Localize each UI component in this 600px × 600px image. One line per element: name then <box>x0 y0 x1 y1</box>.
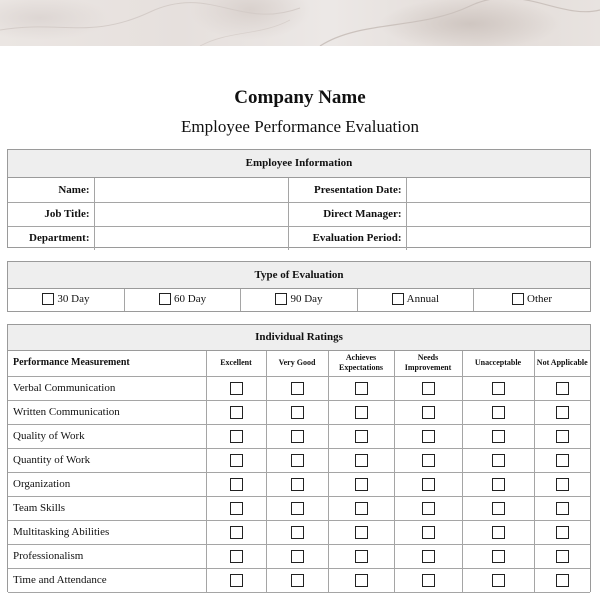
rating-cell-needs-improvement <box>394 424 462 448</box>
rating-cell-needs-improvement <box>394 376 462 400</box>
table-row <box>8 520 590 544</box>
info-row <box>8 226 590 250</box>
rating-cell-excellent <box>206 472 266 496</box>
checkbox-needs-improvement[interactable] <box>422 478 435 491</box>
checkbox-achieves-expectations[interactable] <box>355 454 368 467</box>
option-annual <box>357 289 473 311</box>
measurement-label: Verbal Communication <box>8 376 206 400</box>
rating-cell-unacceptable <box>462 544 534 568</box>
measurement-label: Written Communication <box>8 400 206 424</box>
checkbox-not-applicable[interactable] <box>556 574 569 587</box>
option-label: 90 Day <box>290 292 323 305</box>
evaluation-period-label: Evaluation Period: <box>288 226 406 250</box>
rating-cell-very-good <box>266 568 328 592</box>
info-row <box>8 202 590 226</box>
rating-cell-unacceptable <box>462 376 534 400</box>
table-row <box>8 448 590 472</box>
checkbox-unacceptable[interactable] <box>492 454 505 467</box>
checkbox-needs-improvement[interactable] <box>422 430 435 443</box>
rating-cell-achieves-expectations <box>328 568 394 592</box>
measurement-label: Professionalism <box>8 544 206 568</box>
checkbox-very-good[interactable] <box>291 574 304 587</box>
checkbox-very-good[interactable] <box>291 526 304 539</box>
checkbox-achieves-expectations[interactable] <box>355 550 368 563</box>
rating-cell-needs-improvement <box>394 448 462 472</box>
individual-ratings-header: Individual Ratings <box>8 325 590 351</box>
checkbox-very-good[interactable] <box>291 406 304 419</box>
column-needs-improvement: Needs Improvement <box>394 351 462 376</box>
measurement-label: Quality of Work <box>8 424 206 448</box>
job-title-label: Job Title: <box>8 202 94 226</box>
rating-cell-needs-improvement <box>394 520 462 544</box>
table-row <box>8 400 590 424</box>
rating-cell-achieves-expectations <box>328 448 394 472</box>
checkbox-excellent[interactable] <box>230 406 243 419</box>
rating-cell-achieves-expectations <box>328 424 394 448</box>
table-row <box>8 376 590 400</box>
rating-cell-not-applicable <box>534 544 590 568</box>
rating-cell-unacceptable <box>462 568 534 592</box>
option-other <box>474 289 590 311</box>
checkbox-achieves-expectations[interactable] <box>355 574 368 587</box>
checkbox-unacceptable[interactable] <box>492 550 505 563</box>
checkbox-not-applicable[interactable] <box>556 478 569 491</box>
job-title-field[interactable] <box>94 202 288 226</box>
checkbox-excellent[interactable] <box>230 454 243 467</box>
form-title: Employee Performance Evaluation <box>181 117 419 136</box>
rating-cell-very-good <box>266 520 328 544</box>
rating-cell-very-good <box>266 400 328 424</box>
checkbox-needs-improvement[interactable] <box>422 454 435 467</box>
rating-cell-unacceptable <box>462 496 534 520</box>
rating-cell-very-good <box>266 496 328 520</box>
rating-cell-excellent <box>206 496 266 520</box>
direct-manager-field[interactable] <box>406 202 590 226</box>
checkbox-very-good[interactable] <box>291 454 304 467</box>
checkbox-not-applicable[interactable] <box>556 430 569 443</box>
checkbox-achieves-expectations[interactable] <box>355 430 368 443</box>
measurement-label: Quantity of Work <box>8 448 206 472</box>
measurement-label: Organization <box>8 472 206 496</box>
checkbox-very-good[interactable] <box>291 478 304 491</box>
table-row <box>8 568 590 592</box>
option-label: Other <box>527 292 553 305</box>
table-row <box>8 424 590 448</box>
column-unacceptable: Unacceptable <box>462 351 534 376</box>
ratings-table <box>8 351 590 593</box>
table-row <box>8 544 590 568</box>
checkbox-unacceptable[interactable] <box>492 574 505 587</box>
rating-cell-very-good <box>266 472 328 496</box>
checkbox-achieves-expectations[interactable] <box>355 406 368 419</box>
rating-cell-needs-improvement <box>394 496 462 520</box>
checkbox-needs-improvement[interactable] <box>422 502 435 515</box>
employee-information-section <box>7 149 591 248</box>
checkbox-not-applicable[interactable] <box>556 550 569 563</box>
checkbox-very-good[interactable] <box>291 382 304 395</box>
checkbox-excellent[interactable] <box>230 430 243 443</box>
checkbox-excellent[interactable] <box>230 526 243 539</box>
checkbox-excellent[interactable] <box>230 550 243 563</box>
rating-cell-very-good <box>266 448 328 472</box>
rating-cell-not-applicable <box>534 400 590 424</box>
employee-information-table <box>8 178 590 250</box>
column-excellent: Excellent <box>206 351 266 376</box>
company-name: Company Name <box>234 87 366 108</box>
checkbox-needs-improvement[interactable] <box>422 406 435 419</box>
rating-cell-achieves-expectations <box>328 376 394 400</box>
table-row <box>8 472 590 496</box>
checkbox-90-day[interactable] <box>275 293 287 305</box>
rating-cell-not-applicable <box>534 568 590 592</box>
rating-cell-excellent <box>206 448 266 472</box>
checkbox-60-day[interactable] <box>159 293 171 305</box>
checkbox-needs-improvement[interactable] <box>422 526 435 539</box>
checkbox-not-applicable[interactable] <box>556 502 569 515</box>
rating-cell-excellent <box>206 520 266 544</box>
checkbox-30-day[interactable] <box>42 293 54 305</box>
marble-texture <box>0 0 600 46</box>
rating-cell-needs-improvement <box>394 472 462 496</box>
checkbox-excellent[interactable] <box>230 478 243 491</box>
option-90-day <box>241 289 357 311</box>
rating-cell-very-good <box>266 376 328 400</box>
rating-cell-excellent <box>206 400 266 424</box>
rating-cell-not-applicable <box>534 520 590 544</box>
checkbox-needs-improvement[interactable] <box>422 574 435 587</box>
checkbox-achieves-expectations[interactable] <box>355 526 368 539</box>
department-label: Department: <box>8 226 94 250</box>
performance-measurement-header: Performance Measurement <box>8 351 206 376</box>
presentation-date-field[interactable] <box>406 178 590 202</box>
checkbox-needs-improvement[interactable] <box>422 550 435 563</box>
checkbox-excellent[interactable] <box>230 574 243 587</box>
measurement-label: Multitasking Abilities <box>8 520 206 544</box>
checkbox-not-applicable[interactable] <box>556 454 569 467</box>
rating-cell-achieves-expectations <box>328 472 394 496</box>
option-60-day <box>124 289 240 311</box>
evaluation-type-options <box>8 289 590 311</box>
column-achieves-expectations: Achieves Expectations <box>328 351 394 376</box>
rating-cell-excellent <box>206 424 266 448</box>
rating-cell-unacceptable <box>462 400 534 424</box>
checkbox-very-good[interactable] <box>291 430 304 443</box>
checkbox-other[interactable] <box>512 293 524 305</box>
ratings-header-row <box>8 351 590 376</box>
rating-cell-not-applicable <box>534 448 590 472</box>
department-field[interactable] <box>94 226 288 250</box>
rating-cell-excellent <box>206 376 266 400</box>
checkbox-achieves-expectations[interactable] <box>355 382 368 395</box>
option-30-day <box>8 289 124 311</box>
rating-cell-excellent <box>206 544 266 568</box>
rating-cell-achieves-expectations <box>328 496 394 520</box>
rating-cell-unacceptable <box>462 520 534 544</box>
checkbox-unacceptable[interactable] <box>492 430 505 443</box>
type-of-evaluation-section <box>7 261 591 312</box>
ratings-body <box>8 376 590 592</box>
rating-cell-achieves-expectations <box>328 544 394 568</box>
checkbox-unacceptable[interactable] <box>492 502 505 515</box>
checkbox-unacceptable[interactable] <box>492 526 505 539</box>
option-label: Annual <box>406 292 440 305</box>
checkbox-excellent[interactable] <box>230 502 243 515</box>
type-of-evaluation-header: Type of Evaluation <box>8 262 590 289</box>
checkbox-achieves-expectations[interactable] <box>355 478 368 491</box>
rating-cell-unacceptable <box>462 448 534 472</box>
checkbox-very-good[interactable] <box>291 550 304 563</box>
direct-manager-label: Direct Manager: <box>288 202 406 226</box>
name-label: Name: <box>8 178 94 202</box>
checkbox-unacceptable[interactable] <box>492 382 505 395</box>
checkbox-not-applicable[interactable] <box>556 406 569 419</box>
rating-cell-not-applicable <box>534 496 590 520</box>
rating-cell-unacceptable <box>462 424 534 448</box>
option-label: 60 Day <box>174 292 207 305</box>
checkbox-excellent[interactable] <box>230 382 243 395</box>
evaluation-period-field[interactable] <box>406 226 590 250</box>
info-row <box>8 178 590 202</box>
checkbox-needs-improvement[interactable] <box>422 382 435 395</box>
rating-cell-achieves-expectations <box>328 400 394 424</box>
rating-cell-not-applicable <box>534 472 590 496</box>
rating-cell-achieves-expectations <box>328 520 394 544</box>
measurement-label: Time and Attendance <box>8 568 206 592</box>
rating-cell-not-applicable <box>534 376 590 400</box>
measurement-label: Team Skills <box>8 496 206 520</box>
checkbox-very-good[interactable] <box>291 502 304 515</box>
rating-cell-not-applicable <box>534 424 590 448</box>
presentation-date-label: Presentation Date: <box>288 178 406 202</box>
checkbox-unacceptable[interactable] <box>492 406 505 419</box>
checkbox-unacceptable[interactable] <box>492 478 505 491</box>
checkbox-achieves-expectations[interactable] <box>355 502 368 515</box>
column-not-applicable: Not Applicable <box>534 351 590 376</box>
option-label: 30 Day <box>57 292 90 305</box>
employee-information-header: Employee Information <box>8 150 590 178</box>
rating-cell-excellent <box>206 568 266 592</box>
checkbox-annual[interactable] <box>392 293 404 305</box>
column-very-good: Very Good <box>266 351 328 376</box>
name-field[interactable] <box>94 178 288 202</box>
rating-cell-needs-improvement <box>394 568 462 592</box>
table-row <box>8 496 590 520</box>
rating-cell-very-good <box>266 544 328 568</box>
checkbox-not-applicable[interactable] <box>556 382 569 395</box>
rating-cell-unacceptable <box>462 472 534 496</box>
rating-cell-very-good <box>266 424 328 448</box>
rating-cell-needs-improvement <box>394 544 462 568</box>
checkbox-not-applicable[interactable] <box>556 526 569 539</box>
rating-cell-needs-improvement <box>394 400 462 424</box>
individual-ratings-section <box>7 324 591 592</box>
header-banner-image <box>0 0 600 46</box>
